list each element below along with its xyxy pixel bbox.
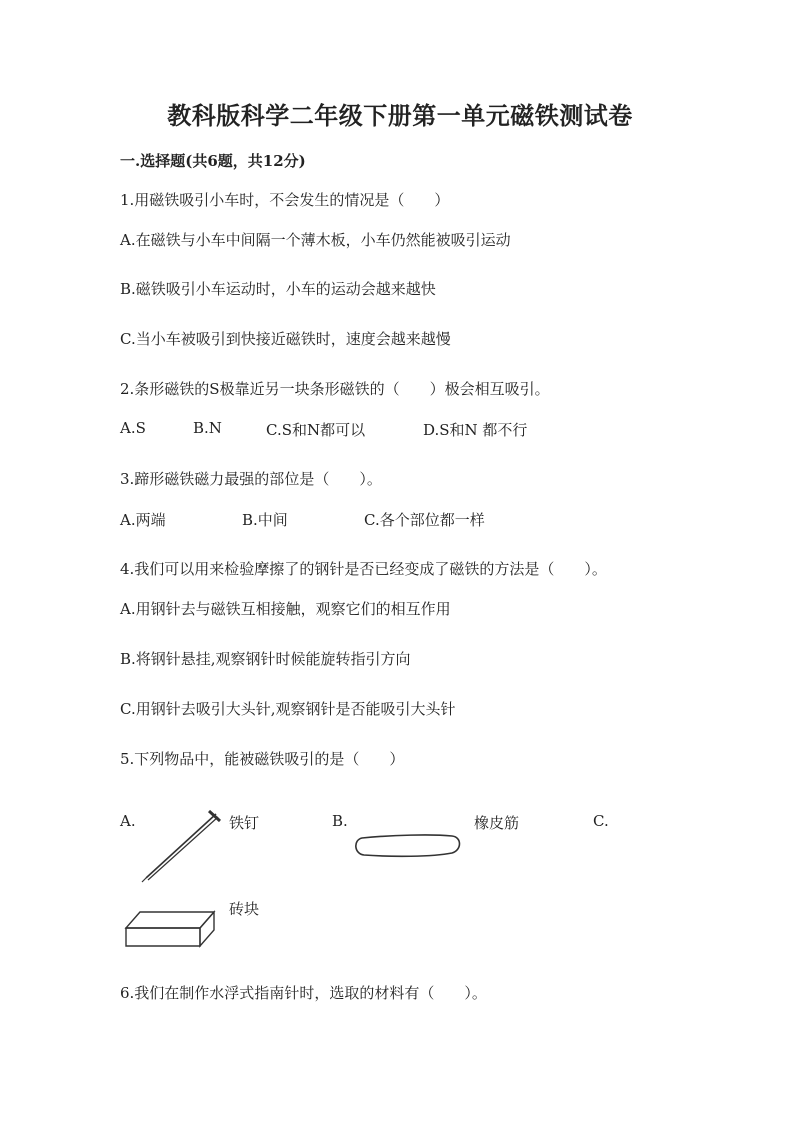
iron-nail-icon: [138, 808, 222, 884]
question-5-option-a-label: 铁钉: [229, 814, 260, 832]
question-5-option-b-label: 橡皮筋: [474, 814, 520, 832]
question-6-stem: 6.我们在制作水浮式指南针时，选取的材料有（ ）。: [120, 984, 487, 1002]
question-5-option-c-label: 砖块: [229, 900, 260, 918]
question-4-option-c[interactable]: C.用钢针去吸引大头针,观察钢针是否能吸引大头针: [120, 700, 456, 718]
question-2-option-c[interactable]: C.S和N都可以: [266, 421, 366, 439]
question-1-option-c[interactable]: C.当小车被吸引到快接近磁铁时，速度会越来越慢: [120, 330, 451, 348]
question-4-option-b[interactable]: B.将钢针悬挂,观察钢针时候能旋转指引方向: [120, 650, 411, 668]
question-5-option-b-letter[interactable]: B.: [332, 812, 348, 830]
page-title: 教科版科学二年级下册第一单元磁铁测试卷: [167, 101, 633, 130]
question-5-stem: 5.下列物品中，能被磁铁吸引的是（ ）: [120, 750, 405, 768]
brick-icon: [122, 908, 218, 950]
rubber-band-icon: [352, 832, 464, 860]
question-2-option-a[interactable]: A.S: [120, 419, 146, 437]
question-1-option-b[interactable]: B.磁铁吸引小车运动时，小车的运动会越来越快: [120, 280, 436, 298]
question-2-stem: 2.条形磁铁的S极靠近另一块条形磁铁的（ ）极会相互吸引。: [120, 380, 550, 398]
question-4-stem: 4.我们可以用来检验摩擦了的钢针是否已经变成了磁铁的方法是（ ）。: [120, 560, 607, 578]
question-5-option-c-letter[interactable]: C.: [593, 812, 609, 830]
question-3-stem: 3.蹄形磁铁磁力最强的部位是（ ）。: [120, 470, 382, 488]
question-2-option-b[interactable]: B.N: [193, 419, 222, 437]
section-heading: 一.选择题(共6题，共12分): [120, 152, 306, 170]
question-3-option-a[interactable]: A.两端: [120, 511, 166, 529]
question-2-option-d[interactable]: D.S和N 都不行: [423, 421, 528, 439]
question-1-option-a[interactable]: A.在磁铁与小车中间隔一个薄木板，小车仍然能被吸引运动: [120, 231, 511, 249]
question-3-option-b[interactable]: B.中间: [242, 511, 288, 529]
question-3-option-c[interactable]: C.各个部位都一样: [364, 511, 485, 529]
question-4-option-a[interactable]: A.用钢针去与磁铁互相接触，观察它们的相互作用: [120, 600, 451, 618]
question-5-option-a-letter[interactable]: A.: [120, 812, 136, 830]
question-1-stem: 1.用磁铁吸引小车时，不会发生的情况是（ ）: [120, 191, 450, 209]
